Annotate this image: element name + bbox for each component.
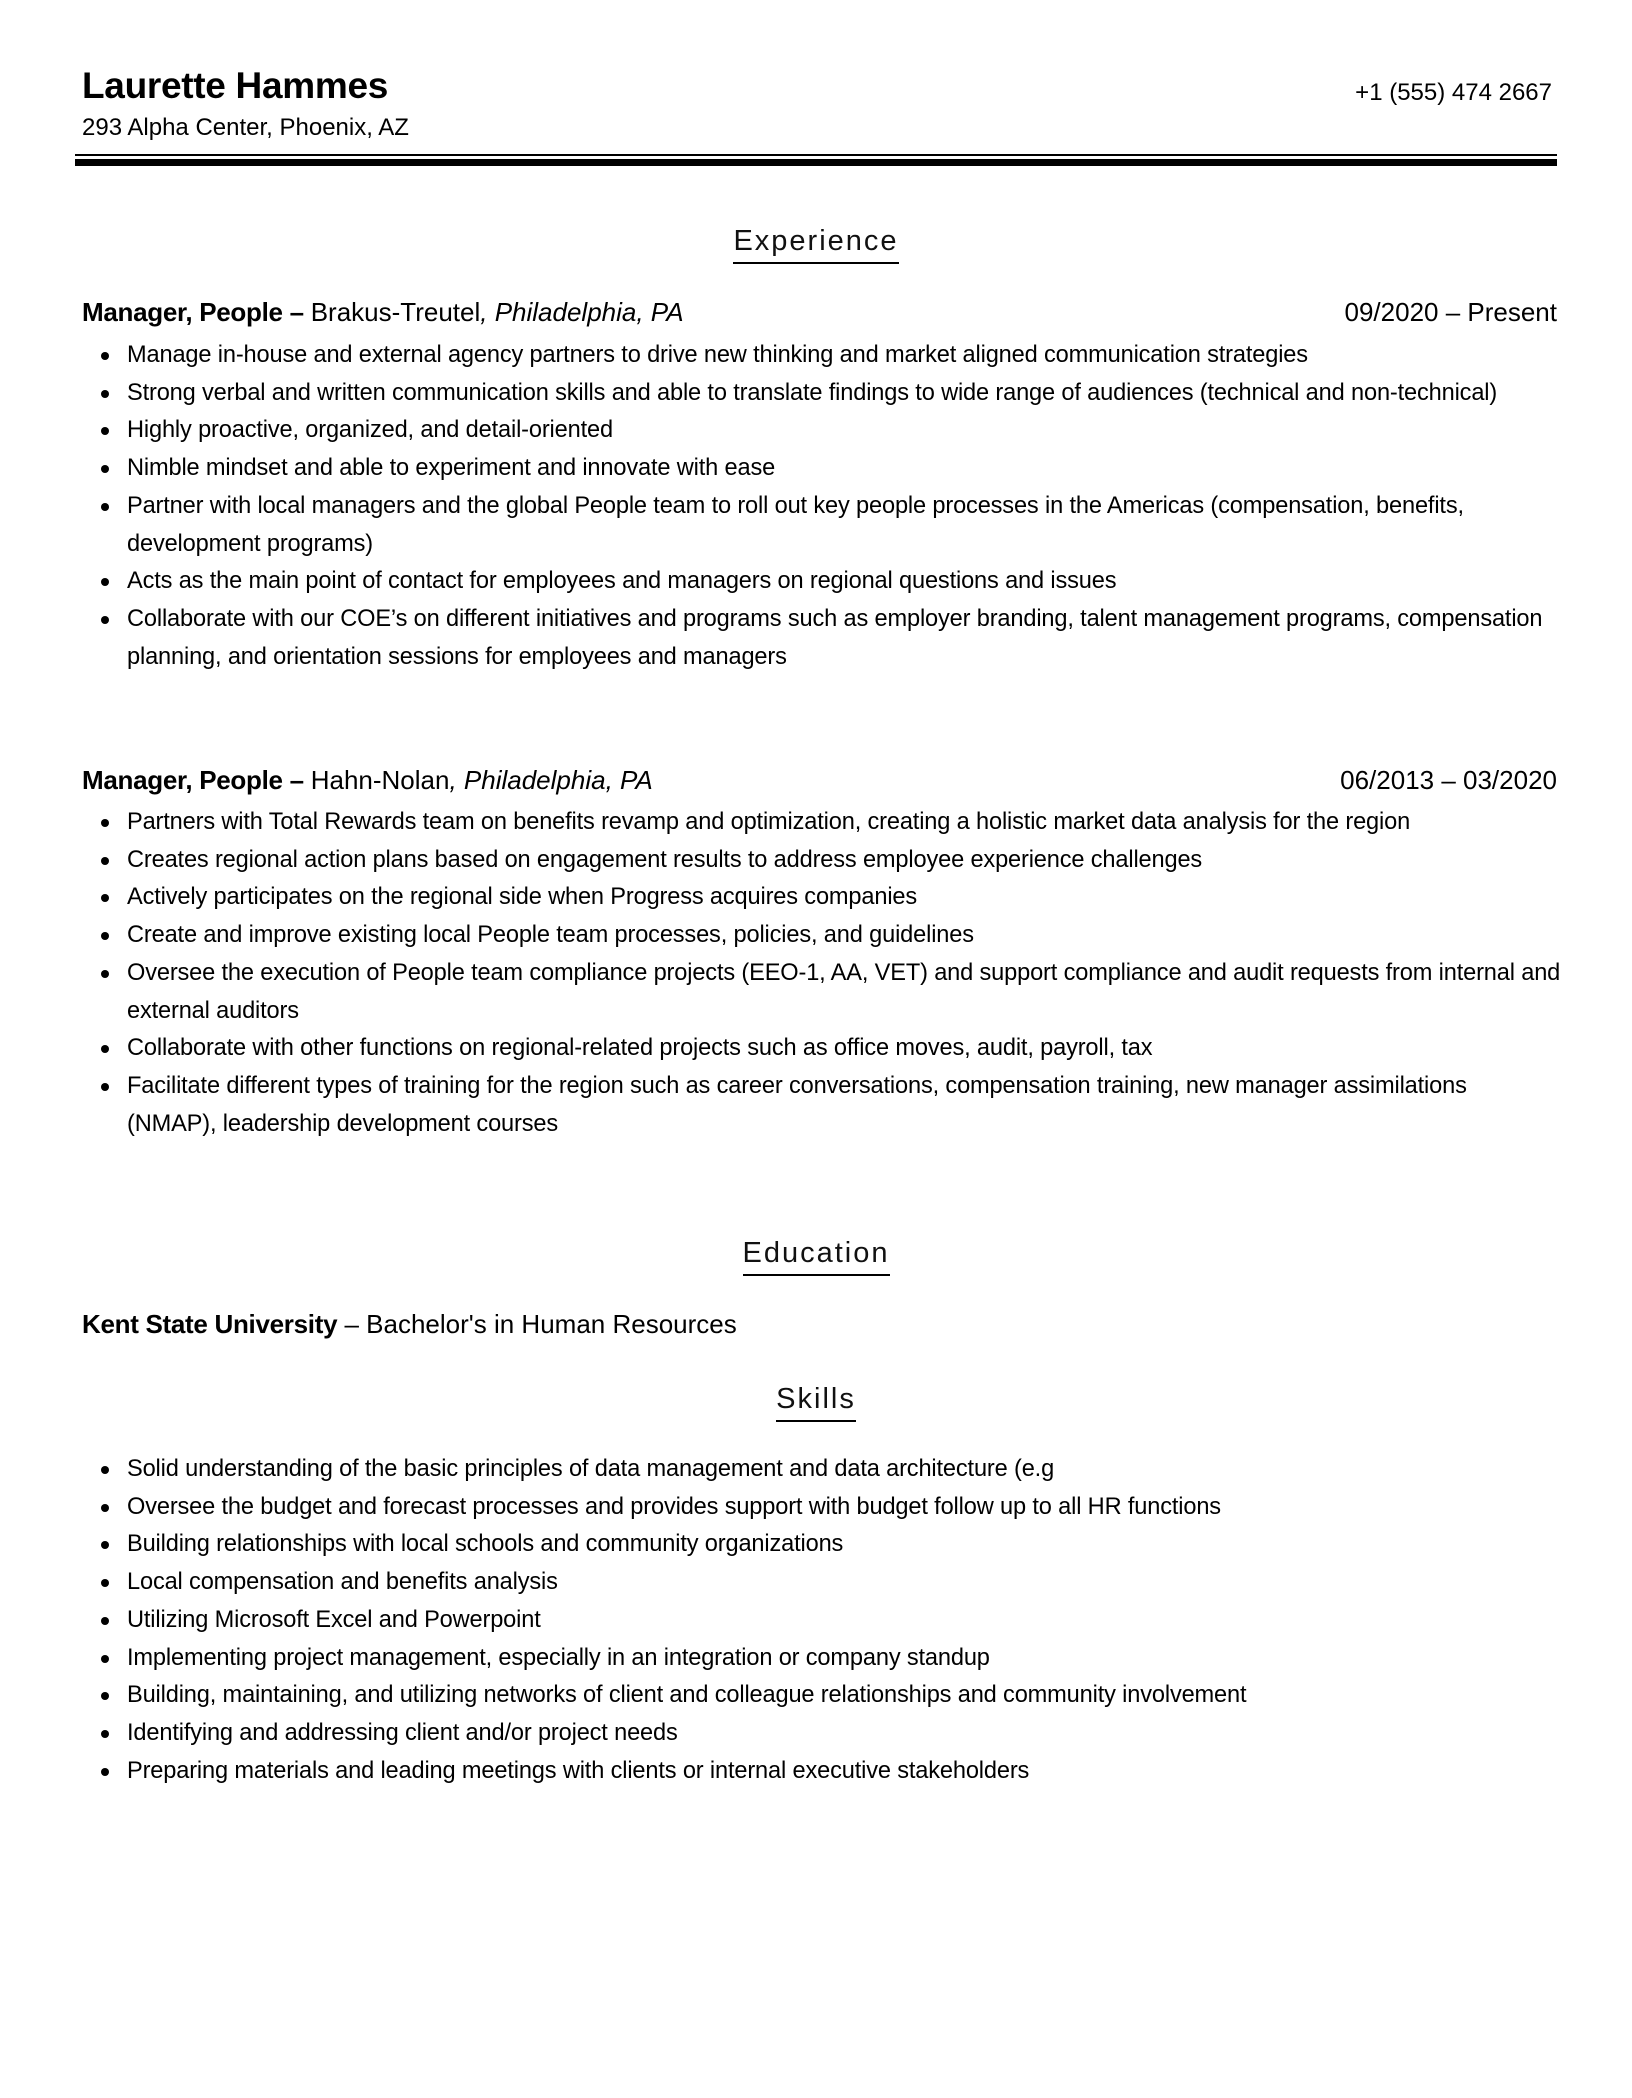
job-bullet: Manage in-house and external agency partners to drive new thinking and market aligned communication strategies (82, 337, 1562, 375)
education-entry (82, 1307, 737, 1341)
education-section-heading (0, 1236, 1632, 1276)
job-bullet: Partner with local managers and the global People team to roll out key people processes in the Americas (compensation, benefits, development programs) (82, 488, 1562, 563)
skill-item: Preparing materials and leading meetings with clients or internal executive stakeholders (82, 1753, 1562, 1791)
job-dates: 09/2020 – Present (1344, 297, 1557, 327)
skill-item: Solid understanding of the basic principles of data management and data architecture (e.g (82, 1451, 1562, 1489)
job-bullet: Collaborate with our COE’s on different initiatives and programs such as employer branding, talent management programs, compensation planning, and orientation sessions for employees and managers (82, 601, 1562, 676)
candidate-name: Laurette Hammes (82, 65, 389, 106)
skills-list (82, 1451, 1562, 1790)
header-divider-thin (75, 154, 1557, 156)
job-bullet: Create and improve existing local People team processes, policies, and guidelines (82, 917, 1562, 955)
job-title: Manager, People – (82, 765, 311, 795)
job-bullet-list (82, 337, 1562, 676)
experience-heading-text: Experience (733, 224, 898, 264)
job-bullet: Nimble mindset and able to experiment and innovate with ease (82, 450, 1562, 488)
job-company: Brakus-Treutel (310, 297, 481, 327)
job-bullet: Creates regional action plans based on engagement results to address employee experience challenges (82, 842, 1562, 880)
skills-heading-text: Skills (776, 1382, 856, 1422)
education-separator: – (337, 1309, 367, 1339)
job-bullet: Strong verbal and written communication skills and able to translate findings to wide range of audiences (technical and non-technical) (82, 375, 1562, 413)
skill-item: Local compensation and benefits analysis (82, 1564, 1562, 1602)
job-bullet: Collaborate with other functions on regional-related projects such as office moves, audit, payroll, tax (82, 1030, 1562, 1068)
skill-item: Identifying and addressing client and/or project needs (82, 1715, 1562, 1753)
education-heading-text: Education (743, 1236, 890, 1276)
job-bullet: Oversee the execution of People team compliance projects (EEO-1, AA, VET) and support compliance and audit requests from internal and external auditors (82, 955, 1562, 1030)
job-location: , Philadelphia, PA (449, 765, 653, 795)
job-header (82, 763, 1557, 797)
job-bullet: Highly proactive, organized, and detail-oriented (82, 412, 1562, 450)
job-company: Hahn-Nolan (310, 765, 450, 795)
skill-item: Building, maintaining, and utilizing networks of client and colleague relationships and community involvement (82, 1677, 1562, 1715)
skills-section-heading (0, 1382, 1632, 1422)
skill-item: Utilizing Microsoft Excel and Powerpoint (82, 1602, 1562, 1640)
skill-item: Oversee the budget and forecast processes and provides support with budget follow up to all HR functions (82, 1489, 1562, 1527)
job-location: , Philadelphia, PA (480, 297, 684, 327)
education-degree: Bachelor's in Human Resources (366, 1309, 737, 1339)
candidate-address: 293 Alpha Center, Phoenix, AZ (82, 114, 409, 141)
job-dates: 06/2013 – 03/2020 (1340, 765, 1557, 795)
skill-item: Implementing project management, especially in an integration or company standup (82, 1640, 1562, 1678)
job-bullet: Actively participates on the regional side when Progress acquires companies (82, 879, 1562, 917)
skill-item: Building relationships with local schools and community organizations (82, 1526, 1562, 1564)
experience-section-heading (0, 224, 1632, 264)
education-school: Kent State University (82, 1309, 338, 1339)
job-bullet-list (82, 804, 1562, 1143)
job-bullet: Partners with Total Rewards team on benefits revamp and optimization, creating a holistic market data analysis for the region (82, 804, 1562, 842)
job-title: Manager, People – (82, 297, 311, 327)
job-bullet: Facilitate different types of training for the region such as career conversations, compensation training, new manager assimilations (NMAP), leadership development courses (82, 1068, 1562, 1143)
header-divider-thick (75, 159, 1557, 166)
candidate-phone: +1 (555) 474 2667 (1355, 79, 1552, 106)
job-bullet: Acts as the main point of contact for employees and managers on regional questions and issues (82, 563, 1562, 601)
job-header (82, 295, 1557, 329)
